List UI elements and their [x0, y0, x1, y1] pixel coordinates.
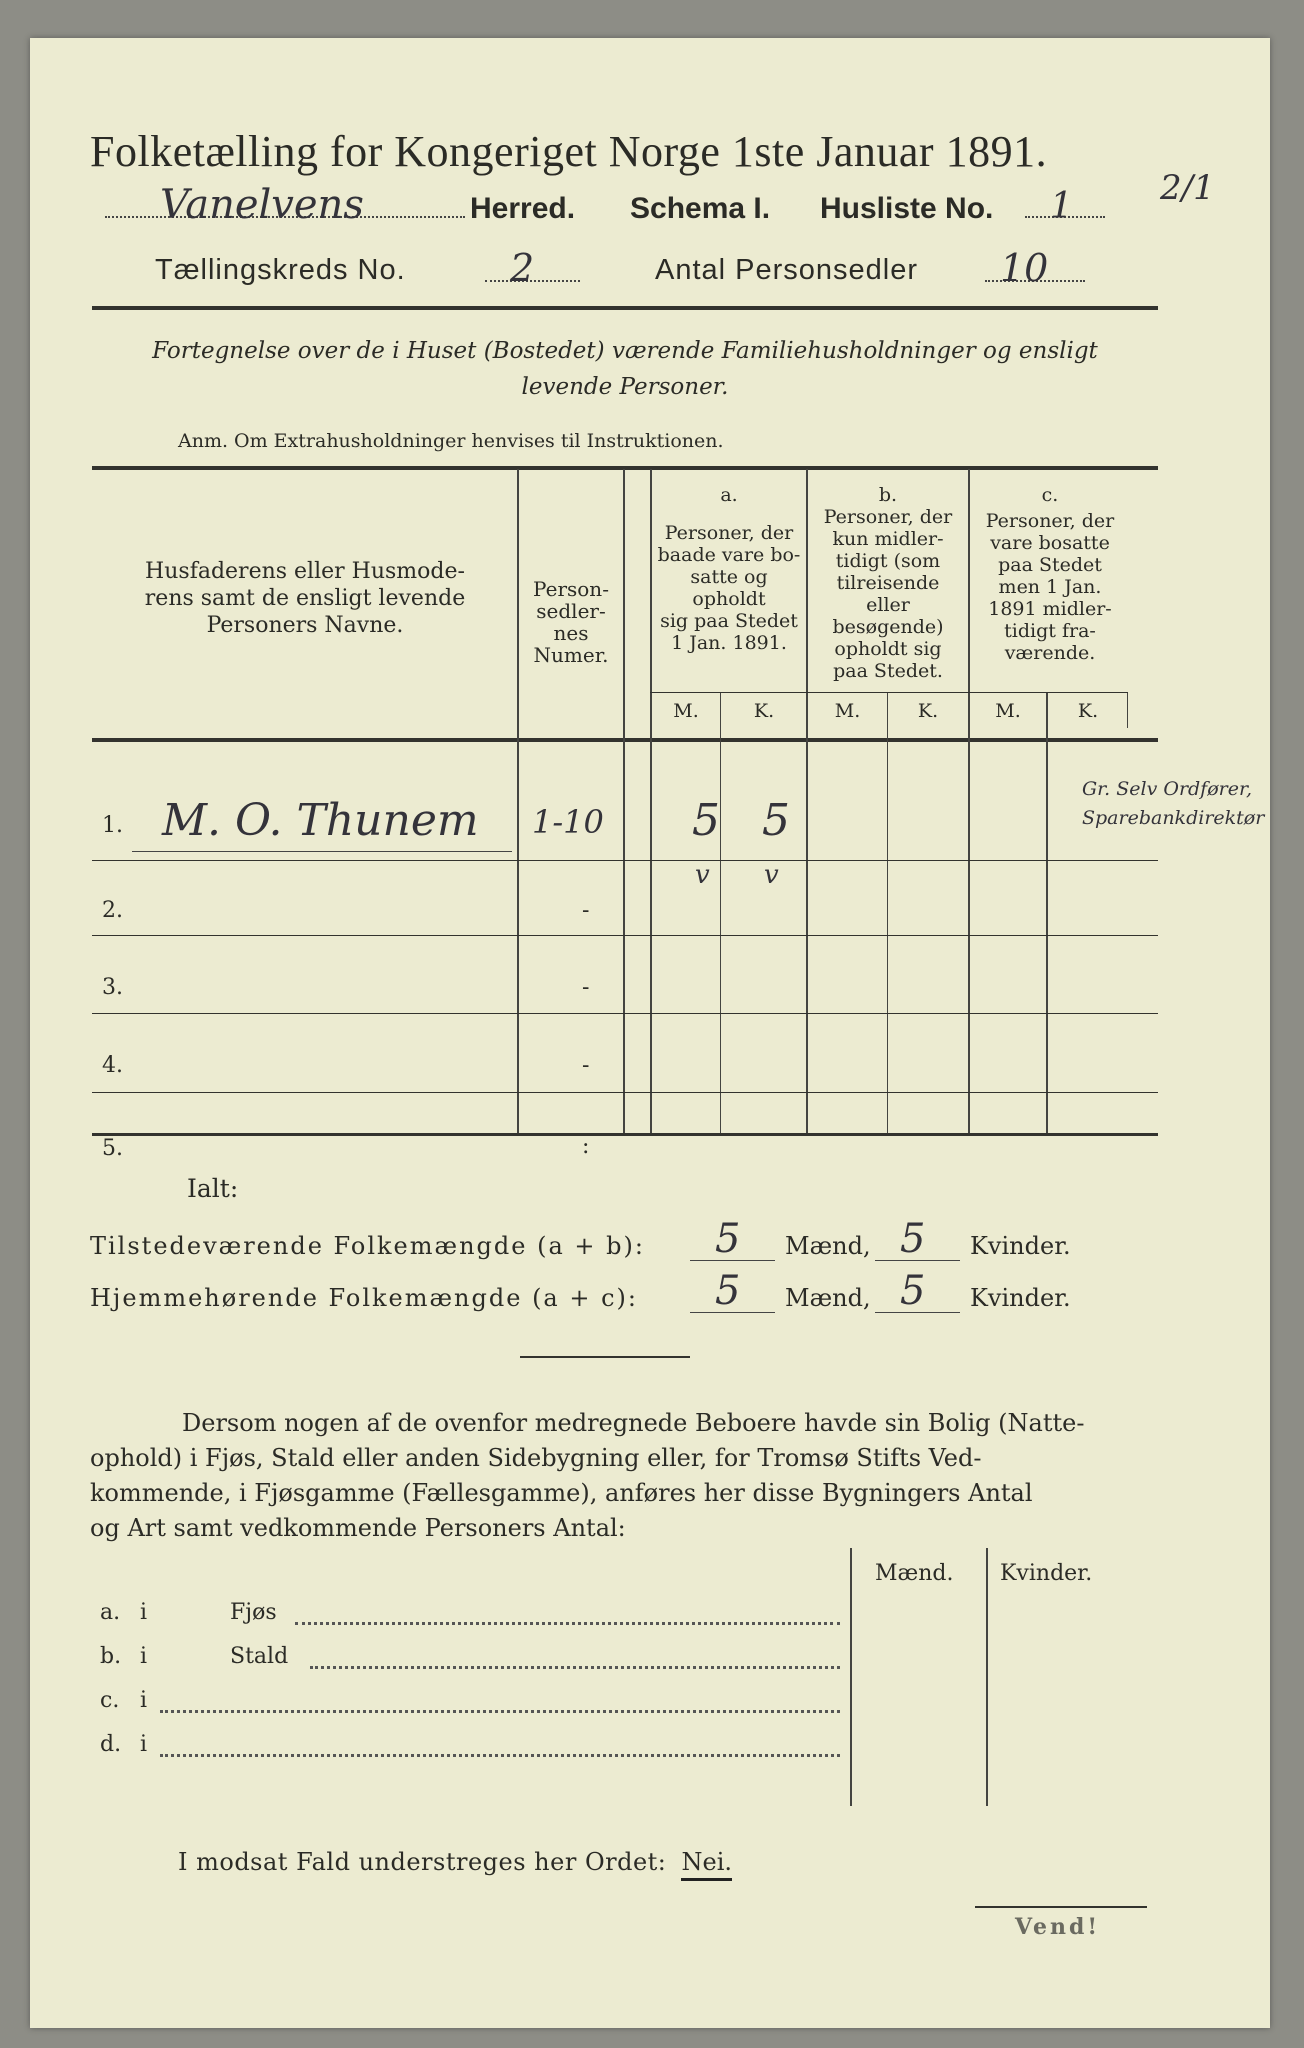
mk-rule: [650, 692, 1128, 693]
totals-line-2-maend: Mænd,: [785, 1284, 871, 1312]
col-c-line: værende.: [1004, 642, 1096, 664]
bolig-item: [100, 1638, 840, 1678]
bolig-item: [100, 1682, 840, 1722]
bolig-item: [100, 1594, 840, 1634]
col-b-line: Personer, der: [823, 506, 953, 528]
bolig-item-letter: a.: [100, 1600, 121, 1625]
col-num-header-line: Person-: [533, 577, 609, 601]
col-b-letter: b.: [878, 484, 898, 506]
kreds-value: 2: [510, 246, 535, 290]
totals-line-1: [90, 1216, 1170, 1276]
row-number: 1.: [102, 813, 123, 838]
col-a-line: satte og opholdt: [690, 566, 768, 610]
col-b-line: paa Stedet.: [833, 660, 943, 682]
row-number: 3.: [102, 975, 123, 1000]
col-c-line: tidigt fra-: [1004, 620, 1096, 642]
col-a-header: [652, 484, 806, 654]
antal-label: Antal Personsedler: [655, 254, 919, 286]
anm-note: Anm. Om Extrahusholdninger henvises til Instruktionen.: [178, 430, 724, 452]
mk-label: M.: [673, 700, 699, 722]
form-title: Folketælling for Kongeriget Norge 1ste Januar 1891.: [90, 127, 1048, 176]
row-num: -: [582, 1053, 590, 1078]
row-num: 1-10: [532, 803, 604, 841]
col-num-header-line: nes: [553, 621, 589, 645]
table-row: [92, 1013, 1158, 1092]
col-c-line: paa Stedet: [998, 554, 1102, 576]
row-note: Gr. Selv Ordfører, Sparebankdirektør: [1082, 778, 1265, 829]
totals-line-2-m: 5: [715, 1268, 741, 1314]
col-c-line: Personer, der: [985, 510, 1115, 532]
totals-line-2-label: Hjemmehørende Folkemængde (a + c):: [90, 1284, 638, 1312]
totals-line-2-k: 5: [900, 1268, 926, 1314]
bolig-item-dots: [160, 1710, 840, 1713]
col-b-line: tidigt (som: [835, 550, 941, 572]
ialt-label: Ialt:: [187, 1174, 239, 1203]
col-b-line: kun midler-: [832, 528, 944, 550]
row-number: 4.: [102, 1053, 123, 1078]
col-c-header: [970, 484, 1130, 664]
col-names-header-line: rens samt de ensligt levende: [144, 586, 466, 611]
row-num: -: [582, 975, 590, 1000]
table-row: [92, 860, 1158, 935]
vend-rule: [975, 1906, 1147, 1908]
bolig-item-dots: [310, 1666, 840, 1669]
row-a-m: 5: [692, 795, 720, 846]
bolig-col-divider: [986, 1548, 988, 1806]
table-header-rule: [92, 738, 1158, 742]
intro-line-2: levende Personer.: [521, 374, 729, 400]
husliste-note: 2/1: [1160, 168, 1215, 208]
col-a-line: sig paa Stedet: [660, 610, 798, 632]
col-b-header: [808, 484, 968, 682]
husliste-label: Husliste No.: [820, 192, 994, 225]
bolig-item-i: i: [140, 1644, 148, 1669]
col-c-letter: c.: [1041, 484, 1059, 506]
totals-line-2-kvinder: Kvinder.: [970, 1284, 1071, 1312]
bolig-col-divider: [850, 1548, 852, 1806]
antal-value: 10: [1000, 246, 1049, 290]
intro-line-1: Fortegnelse over de i Huset (Bostedet) værende Familiehusholdninger og ensligt: [152, 338, 1098, 364]
row-a-m: v: [695, 860, 710, 890]
bolig-item: [100, 1726, 840, 1766]
col-a-letter: a.: [720, 484, 738, 506]
col-c-line: men 1 Jan.: [998, 576, 1102, 598]
bolig-col-maend: Mænd.: [875, 1561, 954, 1586]
col-c-line: 1891 midler-: [988, 598, 1112, 620]
row-name: M. O. Thunem: [162, 795, 479, 846]
table-row: [92, 1092, 1158, 1161]
bolig-line: Dersom nogen af de ovenfor medregnede Beboere havde sin Bolig (Natte-: [182, 1409, 1085, 1437]
row-a-k: v: [764, 860, 779, 890]
col-names-header: [100, 558, 510, 639]
table-bottom-rule: [92, 1133, 1158, 1136]
mk-label: K.: [753, 700, 775, 722]
row-number: 5.: [102, 1136, 123, 1161]
bolig-line: ophold) i Fjøs, Stald eller anden Sidebygning eller, for Tromsø Stifts Ved-: [90, 1444, 982, 1472]
col-a-line: 1 Jan. 1891.: [671, 632, 787, 654]
col-b-line: tilreisende: [836, 572, 940, 594]
bolig-line: og Art samt vedkommende Personers Antal:: [90, 1514, 626, 1542]
bolig-col-kvinder: Kvinder.: [1000, 1561, 1093, 1586]
census-form-page: [30, 38, 1270, 2028]
col-a-line: baade vare bo-: [657, 544, 801, 566]
row-a-k: 5: [762, 795, 790, 846]
bolig-paragraph: [90, 1406, 1180, 1546]
col-names-header-line: Personers Navne.: [206, 613, 404, 638]
nei-word: Nei.: [681, 1848, 732, 1881]
modsat-text: I modsat Fald understreges her Ordet:: [178, 1848, 667, 1876]
row-num: -: [582, 898, 590, 923]
mk-label: K.: [917, 700, 939, 722]
bolig-item-letter: b.: [100, 1644, 122, 1669]
table-top-rule: [92, 466, 1158, 470]
bolig-item-letter: c.: [100, 1688, 120, 1713]
mk-label: K.: [1077, 700, 1099, 722]
col-a-line: Personer, der: [664, 522, 794, 544]
mk-label: M.: [834, 700, 861, 722]
col-num-header: [519, 578, 623, 666]
row-num: :: [582, 1134, 590, 1159]
col-c-line: vare bosatte: [990, 532, 1110, 554]
totals-line-2: [90, 1268, 1170, 1328]
row-name-line: [132, 851, 512, 852]
col-num-header-line: sedler-: [536, 599, 606, 623]
kreds-row: [155, 248, 1155, 298]
schema-label: Schema I.: [630, 192, 771, 225]
col-b-line: eller: [866, 594, 910, 616]
bolig-item-letter: d.: [100, 1732, 122, 1757]
col-names-header-line: Husfaderens eller Husmode-: [145, 559, 465, 584]
herred-label: Herred.: [470, 192, 576, 225]
bolig-item-i: i: [140, 1688, 148, 1713]
herred-value: Vanelvens: [160, 182, 364, 228]
bolig-item-dots: [295, 1622, 840, 1625]
bolig-item-i: i: [140, 1732, 148, 1757]
totals-line-1-maend: Mænd,: [785, 1232, 871, 1260]
bolig-item-dots: [160, 1754, 840, 1757]
vend-label: Vend!: [1015, 1914, 1101, 1940]
totals-line-1-label: Tilstedeværende Folkemængde (a + b):: [90, 1232, 645, 1260]
section-divider: [520, 1356, 690, 1358]
col-b-line: besøgende): [832, 616, 944, 638]
husliste-value: 1: [1050, 186, 1073, 227]
row-number: 2.: [102, 898, 123, 923]
totals-line-1-kvinder: Kvinder.: [970, 1232, 1071, 1260]
col-num-header-line: Numer.: [533, 643, 609, 667]
totals-line-1-m: 5: [715, 1216, 741, 1262]
totals-line-1-k: 5: [900, 1216, 926, 1262]
bolig-item-label: Fjøs: [230, 1600, 277, 1625]
col-b-line: opholdt sig: [834, 638, 942, 660]
kreds-label: Tællingskreds No.: [155, 254, 406, 286]
herred-row: [105, 168, 1235, 236]
table-row: [92, 773, 1265, 853]
header-rule: [92, 306, 1158, 310]
table-row: [92, 935, 1158, 1013]
bolig-item-i: i: [140, 1600, 148, 1625]
mk-label: M.: [995, 700, 1021, 722]
modsat-row: [178, 1848, 878, 1888]
bolig-item-label: Stald: [230, 1644, 289, 1669]
bolig-line: kommende, i Fjøsgamme (Fællesgamme), anføres her disse Bygningers Antal: [90, 1479, 1033, 1507]
